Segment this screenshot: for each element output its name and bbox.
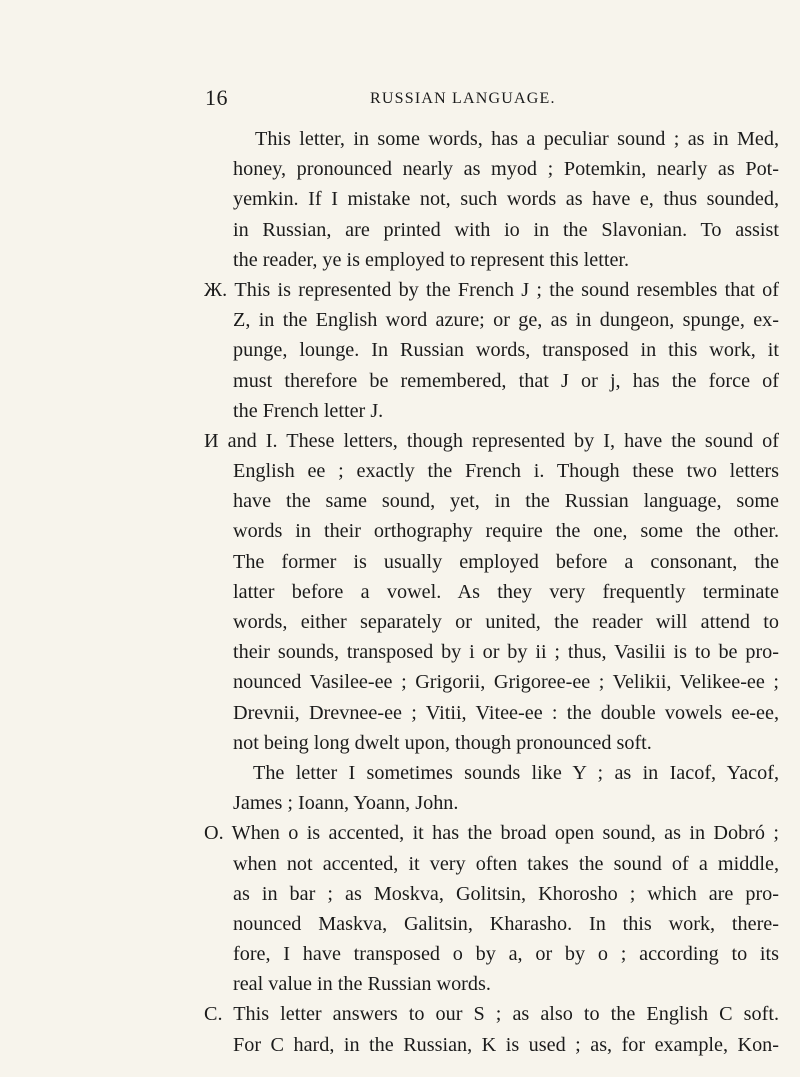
text-line: Z, in the English word azure; or ge, as in dungeon, spunge, ex- (233, 309, 779, 332)
text-line: The letter I sometimes sounds like Y ; as in Iacof, Yacof, (253, 761, 779, 784)
text-line: fore, I have transposed o by a, or by o ; according to its (233, 943, 779, 966)
text-line: words in their orthography require the one, some the other. (233, 520, 779, 543)
text-line: The former is usually employed before a consonant, the (233, 550, 779, 573)
text-line: This letter, in some words, has a peculiar sound ; as in Med, (255, 128, 779, 150)
text-line: nounced Maskva, Galitsin, Kharasho. In this work, there- (233, 912, 779, 935)
text-line: Ж. This is represented by the French J ; the sound resembles that of (204, 278, 779, 301)
text-line: in Russian, are printed with io in the Slavonian. To assist (233, 218, 779, 241)
text-line: real value in the Russian words. (233, 973, 491, 996)
page-header (205, 85, 765, 115)
text-line: when not accented, it very often takes the sound of a middle, (233, 852, 779, 875)
text-line: И and I. These letters, though represented by I, have the sound of (204, 429, 779, 452)
text-line: English ee ; exactly the French i. Though these two letters (233, 460, 779, 483)
text-line: must therefore be remembered, that J or j, has the force of (233, 369, 779, 392)
text-line: not being long dwelt upon, though pronounced soft. (233, 731, 652, 754)
text-line: punge, lounge. In Russian words, transposed in this work, it (233, 339, 779, 362)
text-line: For C hard, in the Russian, K is used ; as, for example, Kon- (233, 1033, 779, 1056)
text-line: their sounds, transposed by i or by ii ; thus, Vasilii is to be pro- (233, 641, 779, 664)
text-line: nounced Vasilee-ee ; Grigorii, Grigoree-ee ; Velikii, Velikee-ee ; (233, 671, 779, 694)
text-line: O. When o is accented, it has the broad open sound, as in Dobró ; (204, 822, 779, 845)
text-line: have the same sound, yet, in the Russian language, some (233, 490, 779, 513)
text-line: the French letter J. (233, 399, 384, 422)
body-text (204, 124, 779, 1060)
text-line: James ; Ioann, Yoann, John. (233, 792, 459, 815)
text-line: Drevnii, Drevnee-ee ; Vitii, Vitee-ee : the double vowels ee-ee, (233, 701, 779, 724)
text-line: yemkin. If I mistake not, such words as have e, thus sounded, (233, 188, 779, 211)
page-number: 16 (205, 85, 228, 110)
text-line: latter before a vowel. As they very frequently terminate (233, 580, 779, 603)
text-line: the reader, ye is employed to represent this letter. (233, 248, 630, 271)
text-line: as in bar ; as Moskva, Golitsin, Khorosho ; which are pro- (233, 882, 779, 905)
text-line: words, either separately or united, the reader will attend to (233, 611, 779, 633)
text-line: honey, pronounced nearly as myod ; Potemkin, nearly as Pot- (233, 158, 779, 181)
text-line: C. This letter answers to our S ; as also to the English C soft. (204, 1003, 779, 1026)
running-head: RUSSIAN LANGUAGE. (370, 90, 556, 107)
